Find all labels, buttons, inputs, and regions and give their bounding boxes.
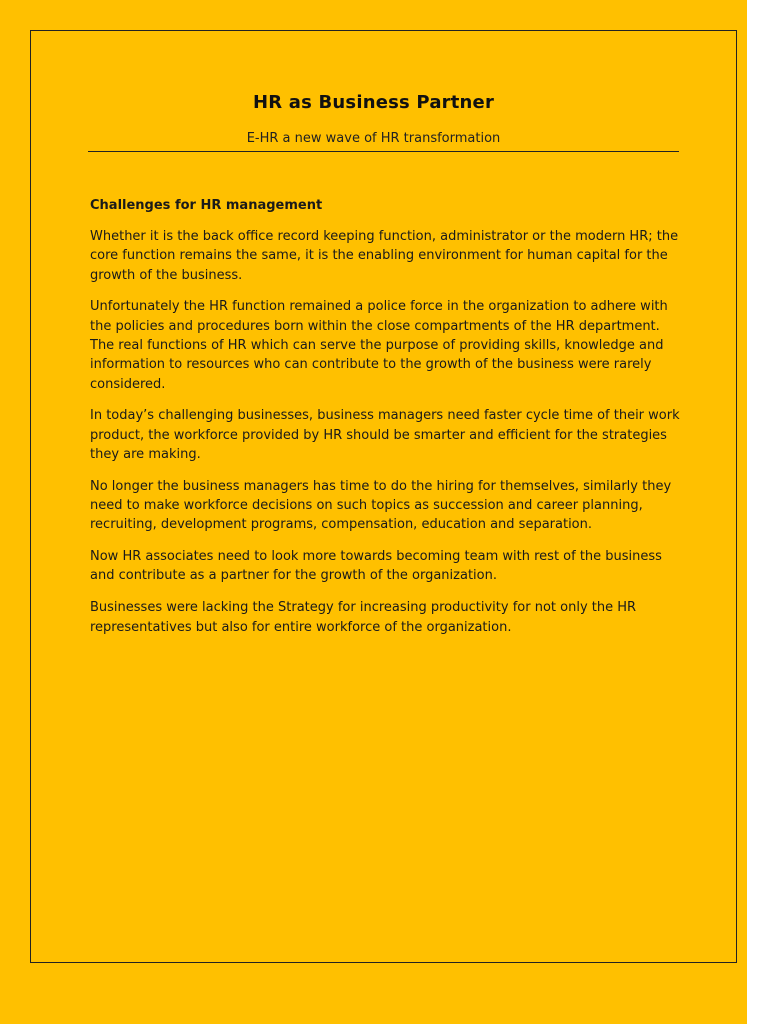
document-subtitle: E-HR a new wave of HR transformation (246, 131, 501, 146)
body-paragraph-1: Whether it is the back office record keeping function, administrator or the modern HR; the core function remains the same, it is the enabling environment for human capital for the growth of the business. (90, 229, 679, 283)
body-paragraph-2: Unfortunately the HR function remained a police force in the organization to adhere with the policies and procedures born within the close compartments of the HR department. The real functions of HR which can serve the purpose of providing skills, knowledge and information to resources who can contribute to the growth of the business were rarely considered. (90, 299, 668, 392)
body-paragraph-6: Businesses were lacking the Strategy for increasing productivity for not only the HR representatives but also for entire workforce of the organization. (90, 600, 637, 635)
document-title: HR as Business Partner (252, 92, 495, 113)
body-paragraph-5: Now HR associates need to look more towards becoming team with rest of the business and contribute as a partner for the growth of the organization. (90, 549, 662, 584)
body-paragraph-3: In today’s challenging businesses, business managers need faster cycle time of their work product, the workforce provided by HR should be smarter and efficient for the strategies they are making. (90, 408, 680, 462)
section-heading: Challenges for HR management (90, 198, 323, 213)
body-paragraph-4: No longer the business managers has time to do the hiring for themselves, similarly they need to make workforce decisions on such topics as succession and career planning, recruiting, development programs, compensation, education and separation. (90, 478, 672, 533)
document-body (90, 196, 682, 649)
title-divider (88, 151, 679, 152)
